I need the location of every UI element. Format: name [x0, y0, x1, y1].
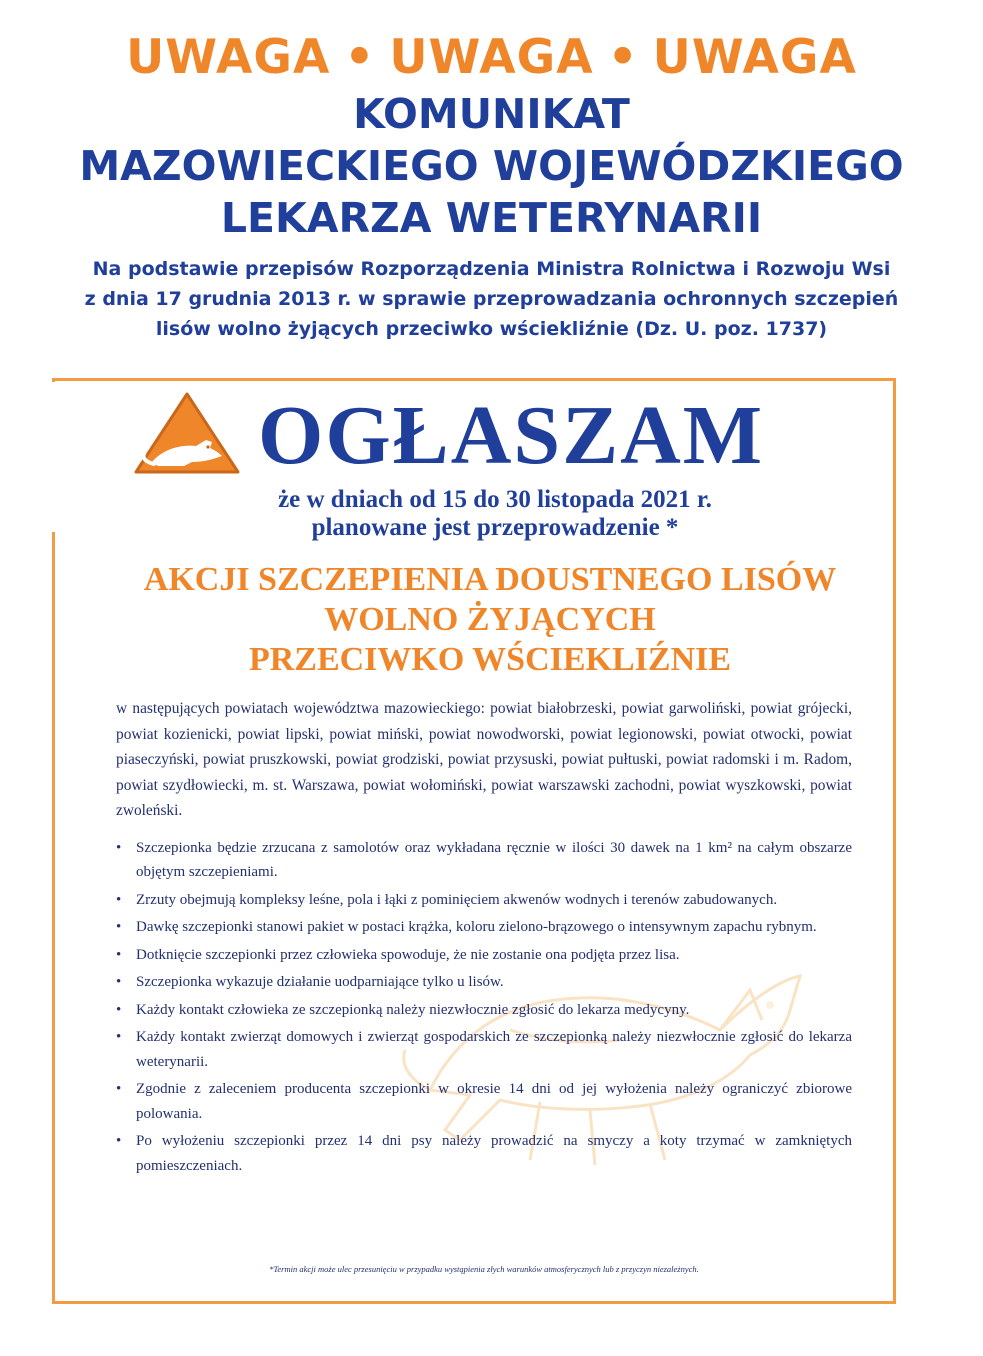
list-item: [116, 1077, 852, 1126]
bullet-icon: •: [116, 1081, 122, 1098]
announcement-heading: OGŁASZAM: [258, 389, 765, 482]
legal-basis: [40, 254, 943, 344]
list-item: [116, 915, 852, 940]
uwaga-word: UWAGA: [126, 30, 331, 85]
bullet-icon: •: [116, 1133, 122, 1150]
fox-warning-icon: [132, 390, 242, 476]
list-item-text: Zrzuty obejmują kompleksy leśne, pola i łąki z pominięciem akwenów wodnych i terenów zabudowanych.: [136, 891, 778, 908]
list-item: [116, 836, 852, 885]
title-line: KOMUNIKAT: [353, 90, 630, 138]
campaign-title: [60, 560, 920, 680]
list-item: [116, 888, 852, 913]
bullet-icon: •: [116, 839, 122, 856]
campaign-dates: [150, 486, 840, 542]
campaign-title-line: PRZECIWKO WŚCIEKLIŹNIE: [248, 641, 732, 678]
legal-line: z dnia 17 grudnia 2013 r. w sprawie przeprowadzania ochronnych szczepień: [84, 288, 899, 310]
campaign-title-line: AKCJI SZCZEPIENIA DOUSTNEGO LISÓW: [143, 561, 837, 598]
bullet-icon: •: [116, 919, 122, 936]
bullet-icon: •: [116, 891, 122, 908]
uwaga-separator: •: [607, 30, 639, 85]
list-item: [116, 970, 852, 995]
uwaga-word: UWAGA: [652, 30, 857, 85]
title-line: MAZOWIECKIEGO WOJEWÓDZKIEGO: [79, 142, 904, 190]
list-item-text: Dotknięcie szczepionki przez człowieka spowoduje, że nie zostanie ona podjęta przez lisa.: [136, 946, 680, 963]
list-item: [116, 998, 852, 1023]
list-item: [116, 1129, 852, 1178]
legal-line: lisów wolno żyjących przeciwko wściekliźnie (Dz. U. poz. 1737): [155, 318, 828, 340]
bullet-icon: •: [116, 974, 122, 991]
list-item-text: Po wyłożeniu szczepionki przez 14 dni psy należy prowadzić na smyczy a koty trzymać w zamkniętych pomieszczeniach.: [136, 1133, 852, 1174]
campaign-title-line: WOLNO ŻYJĄCYCH: [324, 601, 656, 638]
announcement-body: [116, 696, 852, 1181]
list-item-text: Każdy kontakt człowieka ze szczepionką należy niezwłocznie zgłosić do lekarza medycyny.: [136, 1001, 690, 1018]
uwaga-banner: [0, 30, 983, 85]
list-item-text: Szczepionka będzie zrzucana z samolotów oraz wykładana ręcznie w ilości 30 dawek na 1 km² na całym obszarze objętym szczepieniami.: [136, 839, 852, 881]
list-item-text: Dawkę szczepionki stanowi pakiet w postaci krążka, koloru zielono-brązowego o intensywnym zapachu rybnym.: [136, 919, 817, 936]
list-item: [116, 1025, 852, 1074]
communique-title: [0, 88, 983, 244]
list-item: [116, 943, 852, 968]
districts-paragraph: w następujących powiatach województwa mazowieckiego: powiat białobrzeski, powiat garwoliński, powiat grójecki, powiat kozienicki, powiat lipski, powiat miński, powiat nowodworski, powiat legionowski, powiat otwocki, powiat piaseczyński, powiat pruszkowski, powiat grodziski, powiat przysuski, powiat pułtuski, powiat radomski i m. Radom, powiat szydłowiecki, m. st. Warszawa, powiat wołomiński, powiat warszawski zachodni, powiat wyszkowski, powiat zwoleński.: [116, 700, 852, 820]
list-item-text: Szczepionka wykazuje działanie uodparniające tylko u lisów.: [136, 974, 504, 991]
footnote: *Termin akcji może ulec przesunięciu w przypadku wystąpienia złych warunków atmosferycznych lub z przyczyn niezależnych.: [269, 1264, 699, 1274]
uwaga-word: UWAGA: [389, 30, 594, 85]
list-item-text: Każdy kontakt zwierząt domowych i zwierząt gospodarskich ze szczepionką należy niezwłocznie zgłosić do lekarza weterynarii.: [136, 1029, 852, 1070]
list-item-text: Zgodnie z zaleceniem producenta szczepionki w okresie 14 dni od jej wyłożenia należy ograniczyć zbiorowe polowania.: [136, 1081, 852, 1122]
bullet-icon: •: [116, 946, 122, 963]
bullet-icon: •: [116, 1001, 122, 1018]
rules-list: [116, 836, 852, 1179]
legal-line: Na podstawie przepisów Rozporządzenia Ministra Rolnictwa i Rozwoju Wsi: [92, 258, 891, 280]
date-line: planowane jest przeprowadzenie *: [311, 514, 679, 541]
uwaga-separator: •: [344, 30, 376, 85]
title-line: LEKARZA WETERYNARII: [220, 194, 763, 242]
bullet-icon: •: [116, 1029, 122, 1046]
date-line: że w dniach od 15 do 30 listopada 2021 r.: [278, 486, 712, 513]
